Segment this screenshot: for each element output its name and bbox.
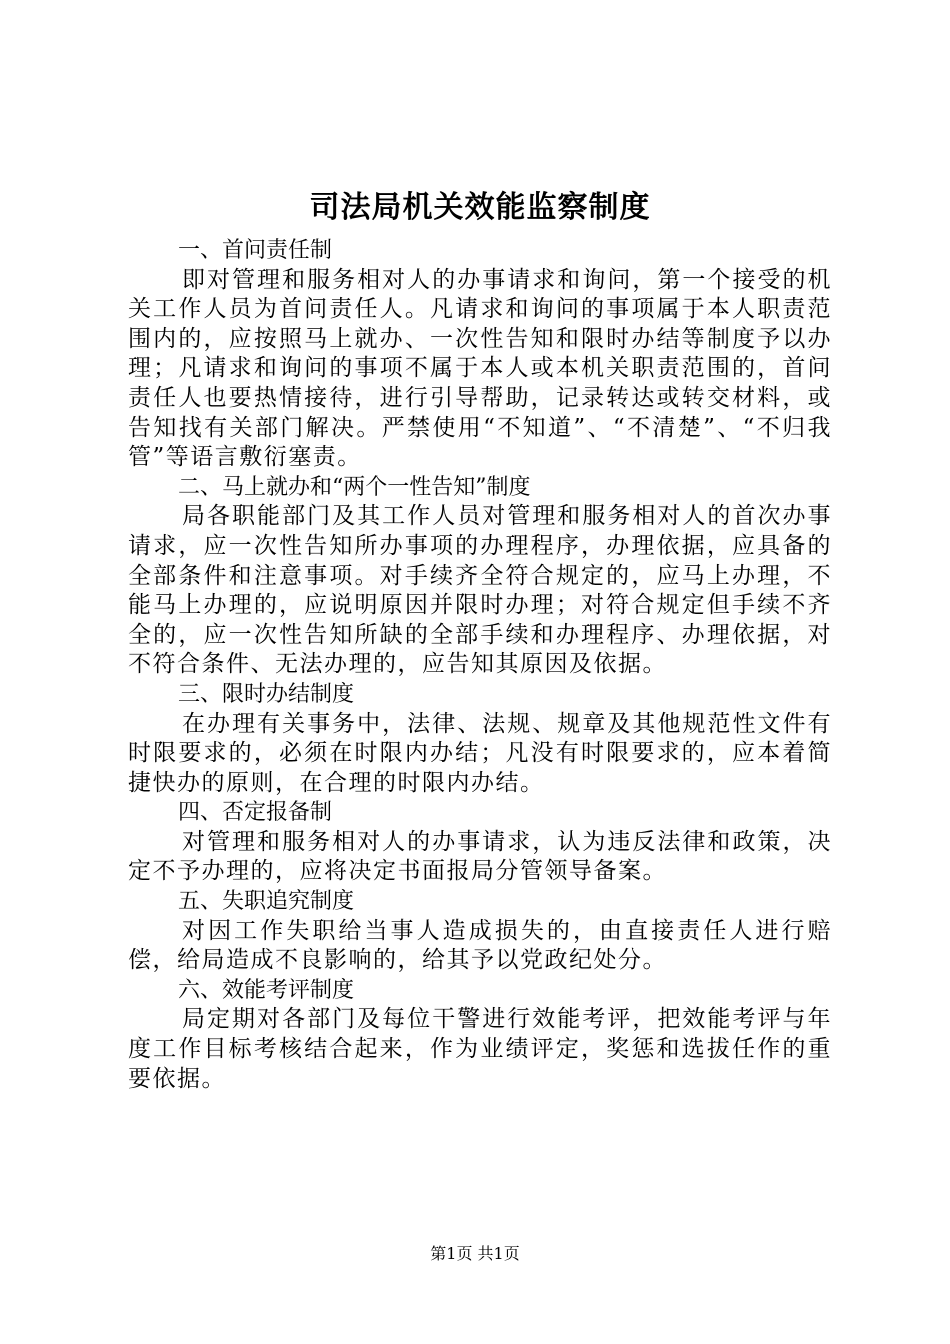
section-heading: 一、首问责任制 [178, 238, 333, 263]
section-rejection-filing [128, 798, 832, 887]
section-accountability [128, 887, 832, 976]
section-body: 即对管理和服务相对人的办事请求和询问，第一个接受的机关工作人员为首问责任人。凡请求和询问的事项属于本人职责范围内的，应按照马上就办、一次性告知和限时办结等制度予以办理；凡请求和询问的事项不属于本人或本机关职责范围的，首问责任人也要热情接待，进行引导帮助，记录转达或转交材料，或告知找有关部门解决。严禁使用“不知道”、“不清楚”、“不归我管”等语言敷衍塞责。 [128, 266, 832, 471]
section-heading: 二、马上就办和“两个一性告知”制度 [178, 474, 531, 500]
section-time-limit [128, 680, 832, 798]
section-heading: 五、失职追究制度 [178, 889, 355, 915]
section-immediate-handling [128, 473, 832, 680]
section-efficiency-evaluation [128, 976, 832, 1094]
section-body: 对管理和服务相对人的办事请求，认为违反法律和政策，决定不予办理的，应将决定书面报局分管领导备案。 [128, 828, 832, 885]
section-body: 局各职能部门及其工作人员对管理和服务相对人的首次办事请求，应一次性告知所办事项的办理程序，办理依据，应具备的全部条件和注意事项。对手续齐全符合规定的，应马上办理，不能马上办理的，应说明原因并限时办理；对符合规定但手续不齐全的，应一次性告知所缺的全部手续和办理程序、办理依据，对不符合条件、无法办理的，应告知其原因及依据。 [128, 503, 832, 678]
document-page [128, 182, 832, 1094]
section-body: 局定期对各部门及每位干警进行效能考评，把效能考评与年度工作目标考核结合起来，作为业绩评定，奖惩和选拔任作的重要依据。 [128, 1006, 832, 1092]
section-heading: 六、效能考评制度 [178, 977, 355, 1003]
section-body: 对因工作失职给当事人造成损失的，由直接责任人进行赔偿，给局造成不良影响的，给其予以党政纪处分。 [128, 917, 832, 974]
section-heading: 四、否定报备制 [178, 800, 333, 826]
section-first-inquiry [128, 236, 832, 473]
page-number-footer: 第1页 共1页 [430, 1244, 520, 1263]
document-title: 司法局机关效能监察制度 [309, 190, 651, 225]
section-body: 在办理有关事务中，法律、法规、规章及其他规范性文件有时限要求的，必须在时限内办结；凡没有时限要求的，应本着简捷快办的原则，在合理的时限内办结。 [128, 710, 832, 796]
section-heading: 三、限时办结制度 [178, 681, 355, 707]
